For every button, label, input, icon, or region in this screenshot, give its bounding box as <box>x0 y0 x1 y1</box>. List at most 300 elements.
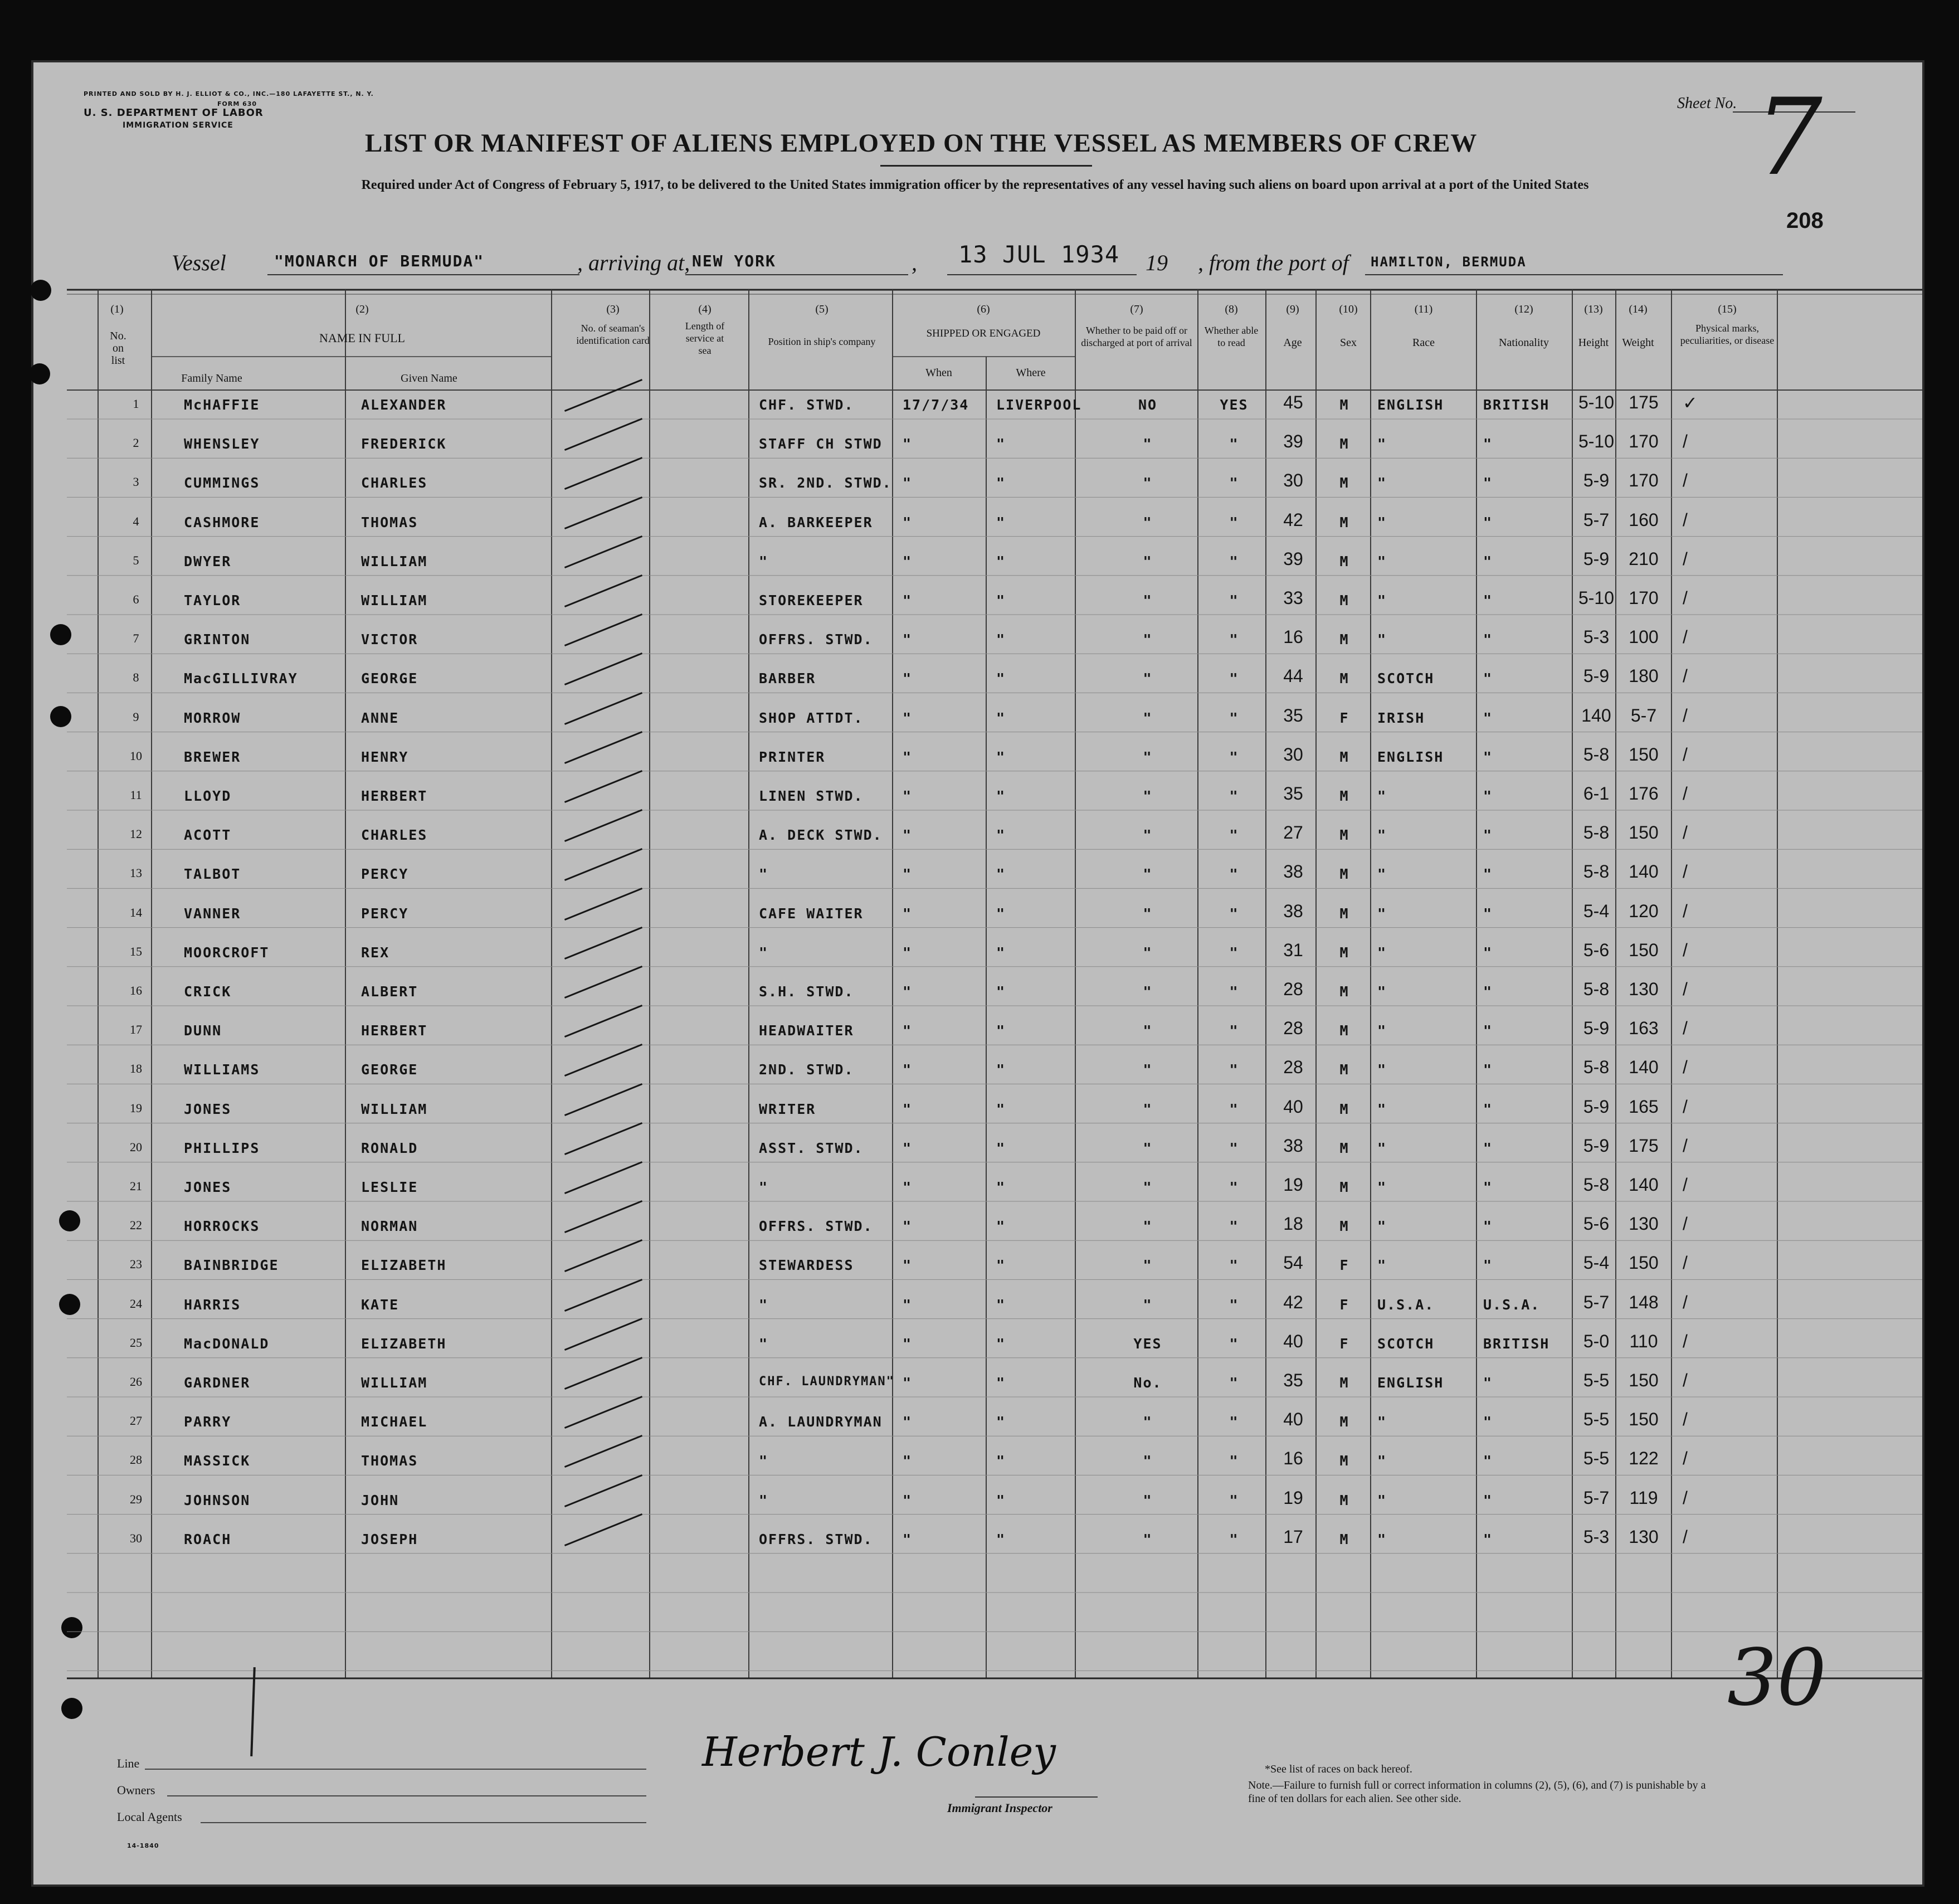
cell-read: " <box>1229 1531 1239 1547</box>
cell-no: 8 <box>133 670 139 685</box>
cell-given: GEORGE <box>361 1061 418 1078</box>
cell-family: PHILLIPS <box>184 1140 260 1156</box>
cell-family: CRICK <box>184 983 232 1000</box>
cell-height: 5-8 <box>1583 979 1610 999</box>
col-4-number: (4) <box>698 303 712 315</box>
cell-when: " <box>903 1100 913 1117</box>
cell-nationality: " <box>1483 709 1493 726</box>
cell-height: 5-10 <box>1578 392 1615 412</box>
cell-weight: 150 <box>1629 1253 1659 1273</box>
cell-paid: " <box>1143 631 1153 648</box>
cell-paid: " <box>1143 827 1153 844</box>
cell-paid: " <box>1143 1414 1153 1430</box>
cell-height: 5-3 <box>1583 1526 1610 1547</box>
cell-marks: / <box>1683 1096 1688 1117</box>
cell-nationality: " <box>1483 866 1493 883</box>
cell-no: 16 <box>130 983 142 997</box>
cell-race: " <box>1377 1531 1387 1547</box>
cell-paid: " <box>1143 788 1153 804</box>
cell-marks: / <box>1683 861 1688 882</box>
cell-height: 5-5 <box>1583 1448 1610 1469</box>
col-14-number: (14) <box>1629 303 1648 315</box>
page-stamp: 208 <box>1786 208 1824 233</box>
col-1-number: (1) <box>110 303 124 315</box>
col-12-label: Nationality <box>1499 337 1549 349</box>
cell-nationality: " <box>1483 1061 1493 1078</box>
cell-race: " <box>1377 592 1387 608</box>
cell-no: 29 <box>130 1492 142 1506</box>
cell-family: WHENSLEY <box>184 436 260 452</box>
cell-race: ENGLISH <box>1377 1375 1444 1391</box>
cell-family: GARDNER <box>184 1375 251 1391</box>
cell-read: " <box>1229 1414 1239 1430</box>
from-port-label: , from the port of <box>1198 250 1349 275</box>
cell-race: " <box>1377 1100 1387 1117</box>
cell-height: 140 <box>1581 705 1611 725</box>
cell-height: 5-10 <box>1578 431 1615 452</box>
col-5-label: Position in ship's company <box>768 336 876 347</box>
cell-read: " <box>1229 592 1239 608</box>
cell-marks: / <box>1683 1253 1688 1273</box>
cell-race: " <box>1377 1140 1387 1156</box>
cell-sex: M <box>1339 1492 1349 1508</box>
cell-age: 38 <box>1283 861 1303 882</box>
cell-race: IRISH <box>1377 709 1425 726</box>
cell-given: LESLIE <box>361 1179 418 1195</box>
cell-when: " <box>903 1061 913 1078</box>
cell-position: SR. 2ND. STWD. <box>759 475 892 491</box>
cell-sex: F <box>1339 1296 1349 1313</box>
col-6-when-label: When <box>925 367 952 379</box>
cell-family: BREWER <box>184 748 241 765</box>
cell-weight: 130 <box>1629 1526 1659 1547</box>
cell-paid: " <box>1143 905 1153 922</box>
cell-sex: M <box>1339 514 1349 530</box>
cell-position: 2ND. STWD. <box>759 1061 854 1078</box>
arrival-port: NEW YORK <box>692 252 776 270</box>
cell-read: " <box>1229 1375 1239 1391</box>
cell-no: 12 <box>130 827 142 841</box>
cell-height: 5-7 <box>1583 1487 1610 1508</box>
total-count: 30 <box>1727 1633 1827 1723</box>
cell-age: 16 <box>1283 627 1303 647</box>
cell-read: " <box>1229 905 1239 922</box>
cell-sex: M <box>1339 475 1349 491</box>
cell-height: 5-9 <box>1583 1096 1610 1117</box>
cell-nationality: " <box>1483 788 1493 804</box>
owners-label: Owners <box>117 1783 155 1797</box>
cell-position: PRINTER <box>759 748 826 765</box>
cell-nationality: BRITISH <box>1483 397 1550 413</box>
cell-given: MICHAEL <box>361 1414 428 1430</box>
cell-no: 20 <box>130 1140 142 1154</box>
agents-label: Local Agents <box>117 1810 182 1824</box>
cell-no: 17 <box>130 1022 142 1037</box>
cell-paid: " <box>1143 553 1153 569</box>
cell-marks: / <box>1683 1487 1688 1508</box>
cell-sex: M <box>1339 1531 1349 1547</box>
cell-age: 33 <box>1283 588 1303 608</box>
cell-nationality: " <box>1483 1375 1493 1391</box>
cell-weight: 5-7 <box>1630 705 1657 725</box>
cell-position: CHF. STWD. <box>759 397 854 413</box>
cell-where: " <box>996 1453 1006 1469</box>
cell-sex: M <box>1339 1218 1349 1235</box>
service-name: IMMIGRATION SERVICE <box>123 121 233 130</box>
cell-given: ALEXANDER <box>361 397 447 413</box>
form-number: FORM 630 <box>217 100 257 108</box>
cell-family: CUMMINGS <box>184 475 260 491</box>
cell-where: " <box>996 827 1006 844</box>
cell-age: 35 <box>1283 705 1303 725</box>
col-12-number: (12) <box>1514 303 1533 315</box>
cell-where: " <box>996 944 1006 961</box>
cell-when: " <box>903 866 913 883</box>
cell-weight: 140 <box>1629 1175 1659 1195</box>
cell-no: 7 <box>133 631 139 646</box>
cell-family: HARRIS <box>184 1296 241 1313</box>
cell-when: " <box>903 631 913 648</box>
cell-position: SHOP ATTDT. <box>759 709 864 726</box>
cell-nationality: " <box>1483 1179 1493 1195</box>
cell-family: BAINBRIDGE <box>184 1257 279 1274</box>
cell-nationality: " <box>1483 1414 1493 1430</box>
cell-height: 5-8 <box>1583 744 1610 764</box>
cell-race: ENGLISH <box>1377 748 1444 765</box>
cell-position: CAFE WAITER <box>759 905 864 922</box>
cell-read: " <box>1229 1335 1239 1352</box>
cell-given: JOHN <box>361 1492 399 1508</box>
cell-position: LINEN STWD. <box>759 788 864 804</box>
cell-marks: / <box>1683 979 1688 999</box>
col-6-where-label: Where <box>1016 367 1046 379</box>
cell-height: 5-9 <box>1583 1135 1610 1156</box>
cell-read: " <box>1229 1179 1239 1195</box>
department-name: U. S. DEPARTMENT OF LABOR <box>84 107 264 119</box>
cell-when: " <box>903 514 913 530</box>
cell-given: PERCY <box>361 866 409 883</box>
cell-sex: M <box>1339 1022 1349 1039</box>
cell-nationality: " <box>1483 592 1493 608</box>
cell-family: TALBOT <box>184 866 241 883</box>
cell-sex: M <box>1339 866 1349 883</box>
cell-where: LIVERPOOL <box>996 397 1082 413</box>
cell-family: McHAFFIE <box>184 397 260 413</box>
cell-family: ACOTT <box>184 827 232 844</box>
cell-race: U.S.A. <box>1377 1296 1435 1313</box>
cell-when: " <box>903 670 913 687</box>
cell-age: 19 <box>1283 1175 1303 1195</box>
cell-weight: 100 <box>1629 627 1659 647</box>
cell-marks: / <box>1683 1448 1688 1469</box>
cell-age: 35 <box>1283 783 1303 804</box>
cell-where: " <box>996 1335 1006 1352</box>
cell-weight: 130 <box>1629 979 1659 999</box>
cell-paid: " <box>1143 1531 1153 1547</box>
cell-when: " <box>903 592 913 608</box>
col-1-label: No. on list <box>110 330 126 367</box>
cell-height: 5-9 <box>1583 666 1610 686</box>
cell-read: " <box>1229 1453 1239 1469</box>
cell-weight: 150 <box>1629 1409 1659 1430</box>
cell-where: " <box>996 1022 1006 1039</box>
col-5-number: (5) <box>815 303 829 315</box>
cell-nationality: " <box>1483 827 1493 844</box>
cell-sex: M <box>1339 592 1349 608</box>
cell-marks: / <box>1683 1018 1688 1039</box>
sheet-label: Sheet No. <box>1677 95 1737 112</box>
cell-paid: " <box>1143 1100 1153 1117</box>
cell-paid: " <box>1143 866 1153 883</box>
cell-read: " <box>1229 631 1239 648</box>
cell-height: 5-10 <box>1578 588 1615 608</box>
col-8-number: (8) <box>1225 303 1238 315</box>
cell-position: " <box>759 944 769 961</box>
cell-sex: M <box>1339 1061 1349 1078</box>
col-6-label: SHIPPED OR ENGAGED <box>926 328 1041 339</box>
cell-when: " <box>903 905 913 922</box>
cell-when: " <box>903 1218 913 1235</box>
cell-where: " <box>996 1492 1006 1508</box>
cell-age: 44 <box>1283 666 1303 686</box>
col-9-number: (9) <box>1286 303 1299 315</box>
cell-weight: 160 <box>1629 509 1659 530</box>
cell-paid: " <box>1143 1140 1153 1156</box>
col-3-number: (3) <box>606 303 620 315</box>
cell-sex: M <box>1339 553 1349 569</box>
cell-weight: 210 <box>1629 548 1659 569</box>
cell-where: " <box>996 1100 1006 1117</box>
col-2-label: NAME IN FULL <box>319 331 405 345</box>
cell-no: 18 <box>130 1061 142 1076</box>
cell-read: " <box>1229 1140 1239 1156</box>
cell-no: 23 <box>130 1257 142 1272</box>
cell-height: 5-8 <box>1583 861 1610 882</box>
cell-age: 42 <box>1283 509 1303 530</box>
cell-no: 21 <box>130 1179 142 1193</box>
cell-marks: / <box>1683 1135 1688 1156</box>
cell-marks: / <box>1683 509 1688 530</box>
cell-position: S.H. STWD. <box>759 983 854 1000</box>
cell-given: WILLIAM <box>361 592 428 608</box>
cell-age: 40 <box>1283 1331 1303 1351</box>
cell-where: " <box>996 905 1006 922</box>
cell-sex: F <box>1339 1257 1349 1274</box>
sheet-number: 7 <box>1755 76 1822 199</box>
cell-position: OFFRS. STWD. <box>759 631 873 648</box>
cell-where: " <box>996 592 1006 608</box>
cell-where: " <box>996 670 1006 687</box>
cell-where: " <box>996 788 1006 804</box>
cell-age: 30 <box>1283 744 1303 764</box>
cell-race: " <box>1377 905 1387 922</box>
cell-nationality: " <box>1483 1140 1493 1156</box>
cell-given: GEORGE <box>361 670 418 687</box>
cell-marks: / <box>1683 666 1688 686</box>
cell-age: 17 <box>1283 1526 1303 1547</box>
cell-position: CHF. LAUNDRYMAN" <box>759 1375 895 1389</box>
cell-marks: / <box>1683 705 1688 725</box>
cell-weight: 175 <box>1629 392 1659 412</box>
cell-weight: 163 <box>1629 1018 1659 1039</box>
cell-given: HERBERT <box>361 788 428 804</box>
cell-weight: 119 <box>1629 1487 1658 1508</box>
cell-given: THOMAS <box>361 514 418 530</box>
cell-race: " <box>1377 1257 1387 1274</box>
cell-no: 28 <box>130 1453 142 1467</box>
cell-when: " <box>903 1335 913 1352</box>
cell-paid: " <box>1143 592 1153 608</box>
cell-age: 42 <box>1283 1292 1303 1312</box>
cell-weight: 170 <box>1629 431 1659 452</box>
cell-family: DUNN <box>184 1022 222 1039</box>
cell-where: " <box>996 1257 1006 1274</box>
cell-marks: / <box>1683 783 1688 804</box>
cell-age: 40 <box>1283 1096 1303 1117</box>
cell-weight: 170 <box>1629 470 1659 491</box>
cell-position: ASST. STWD. <box>759 1140 864 1156</box>
cell-height: 5-6 <box>1583 1214 1610 1234</box>
cell-race: " <box>1377 1061 1387 1078</box>
inspector-signature: Herbert J. Conley <box>702 1728 1056 1775</box>
cell-paid: " <box>1143 1022 1153 1039</box>
cell-marks: ✓ <box>1683 393 1698 413</box>
cell-family: MacGILLIVRAY <box>184 670 298 687</box>
cell-race: " <box>1377 827 1387 844</box>
cell-height: 5-8 <box>1583 1175 1610 1195</box>
cell-race: " <box>1377 1179 1387 1195</box>
cell-marks: / <box>1683 822 1688 843</box>
cell-weight: 165 <box>1629 1096 1659 1117</box>
cell-nationality: " <box>1483 631 1493 648</box>
cell-race: " <box>1377 788 1387 804</box>
cell-read: " <box>1229 788 1239 804</box>
cell-age: 27 <box>1283 822 1303 843</box>
cell-marks: / <box>1683 431 1688 452</box>
cell-weight: 110 <box>1629 1331 1658 1351</box>
cell-nationality: " <box>1483 1022 1493 1039</box>
cell-marks: / <box>1683 470 1688 491</box>
cell-nationality: " <box>1483 944 1493 961</box>
cell-age: 35 <box>1283 1370 1303 1390</box>
cell-weight: 150 <box>1629 939 1659 960</box>
cell-no: 3 <box>133 475 139 489</box>
cell-race: SCOTCH <box>1377 1335 1435 1352</box>
cell-marks: / <box>1683 627 1688 647</box>
col-11-number: (11) <box>1414 303 1433 315</box>
cell-read: " <box>1229 1100 1239 1117</box>
cell-nationality: " <box>1483 905 1493 922</box>
cell-paid: " <box>1143 1179 1153 1195</box>
cell-race: " <box>1377 1414 1387 1430</box>
cell-no: 22 <box>130 1218 142 1233</box>
cell-where: " <box>996 631 1006 648</box>
cell-age: 38 <box>1283 1135 1303 1156</box>
cell-family: GRINTON <box>184 631 251 648</box>
cell-read: " <box>1229 866 1239 883</box>
cell-age: 16 <box>1283 1448 1303 1469</box>
cell-when: " <box>903 1296 913 1313</box>
cell-position: HEADWAITER <box>759 1022 854 1039</box>
cell-sex: M <box>1339 1100 1349 1117</box>
cell-nationality: U.S.A. <box>1483 1296 1541 1313</box>
cell-marks: / <box>1683 1331 1688 1351</box>
cell-age: 40 <box>1283 1409 1303 1430</box>
cell-race: " <box>1377 1453 1387 1469</box>
cell-when: " <box>903 709 913 726</box>
cell-age: 39 <box>1283 548 1303 569</box>
col-2-family-label: Family Name <box>181 372 242 384</box>
cell-where: " <box>996 514 1006 530</box>
cell-sex: M <box>1339 1375 1349 1391</box>
cell-read: " <box>1229 944 1239 961</box>
year-label: 19 <box>1146 250 1168 275</box>
cell-height: 5-4 <box>1583 1253 1610 1273</box>
cell-where: " <box>996 1140 1006 1156</box>
cell-paid: " <box>1143 1257 1153 1274</box>
cell-race: " <box>1377 983 1387 1000</box>
cell-no: 13 <box>130 866 142 880</box>
cell-when: " <box>903 436 913 452</box>
cell-race: " <box>1377 1218 1387 1235</box>
col-10-label: Sex <box>1340 337 1357 349</box>
cell-paid: " <box>1143 748 1153 765</box>
cell-position: " <box>759 1453 769 1469</box>
cell-no: 15 <box>130 944 142 958</box>
cell-paid: " <box>1143 436 1153 452</box>
cell-given: WILLIAM <box>361 1100 428 1117</box>
cell-read: " <box>1229 1022 1239 1039</box>
cell-paid: " <box>1143 475 1153 491</box>
cell-family: ROACH <box>184 1531 232 1547</box>
cell-height: 5-0 <box>1583 1331 1610 1351</box>
inspector-label: Immigrant Inspector <box>947 1801 1052 1815</box>
cell-nationality: " <box>1483 983 1493 1000</box>
cell-where: " <box>996 475 1006 491</box>
cell-weight: 120 <box>1629 900 1659 921</box>
cell-weight: 122 <box>1629 1448 1659 1469</box>
comma-sep: , <box>912 250 917 275</box>
cell-position: A. DECK STWD. <box>759 827 883 844</box>
cell-where: " <box>996 983 1006 1000</box>
col-13-label: Height <box>1578 337 1609 349</box>
cell-no: 6 <box>133 592 139 606</box>
cell-race: ENGLISH <box>1377 397 1444 413</box>
cell-read: " <box>1229 553 1239 569</box>
cell-where: " <box>996 1061 1006 1078</box>
cell-height: 5-7 <box>1583 509 1610 530</box>
cell-sex: M <box>1339 1140 1349 1156</box>
cell-height: 5-8 <box>1583 1057 1610 1078</box>
page-subtitle: Required under Act of Congress of February 5, 1917, to be delivered to the United States immigration officer by the representatives of any vessel having such aliens on board upon arrival at a port of the United States <box>361 178 1589 192</box>
cell-no: 27 <box>130 1414 142 1428</box>
cell-marks: / <box>1683 1175 1688 1195</box>
departure-port: HAMILTON, BERMUDA <box>1371 254 1527 270</box>
cell-read: " <box>1229 670 1239 687</box>
cell-age: 38 <box>1283 900 1303 921</box>
cell-position: STOREKEEPER <box>759 592 864 608</box>
cell-nationality: " <box>1483 514 1493 530</box>
cell-read: " <box>1229 514 1239 530</box>
cell-age: 28 <box>1283 1018 1303 1039</box>
vessel-name: "MONARCH OF BERMUDA" <box>274 252 485 270</box>
cell-family: MASSICK <box>184 1453 251 1469</box>
cell-paid: " <box>1143 1218 1153 1235</box>
cell-nationality: " <box>1483 1453 1493 1469</box>
cell-family: MacDONALD <box>184 1335 270 1352</box>
cell-nationality: " <box>1483 1100 1493 1117</box>
cell-given: NORMAN <box>361 1218 418 1235</box>
